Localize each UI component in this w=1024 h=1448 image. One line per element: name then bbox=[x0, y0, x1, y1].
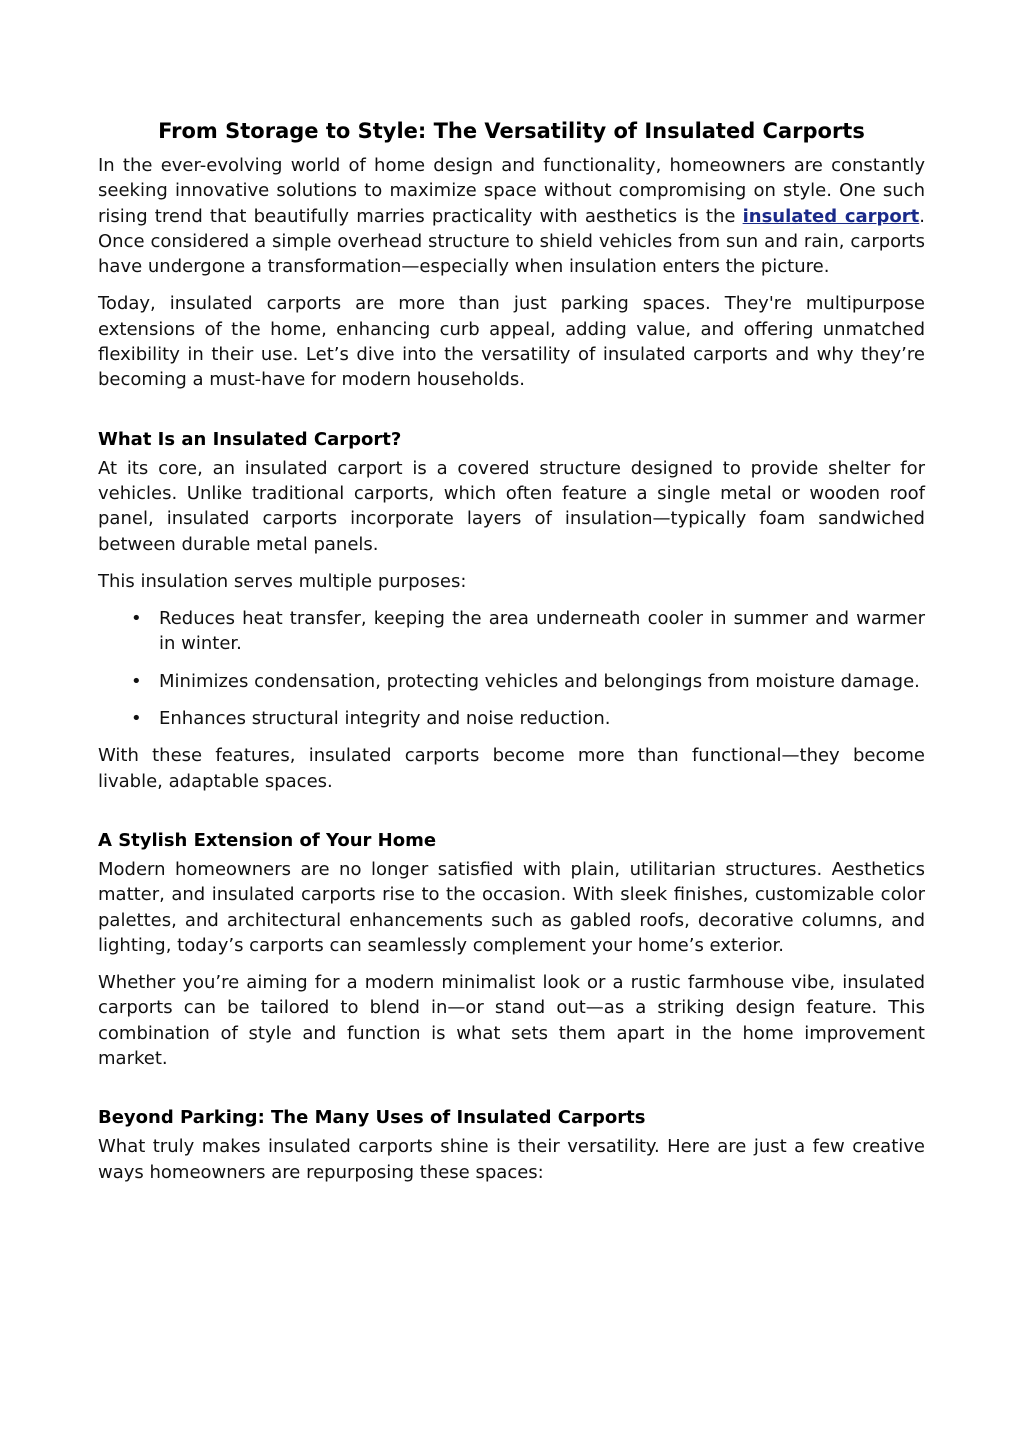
insulation-purposes-list bbox=[98, 606, 925, 731]
section-heading-beyond-parking: Beyond Parking: The Many Uses of Insulated Carports bbox=[98, 1107, 646, 1129]
section3-paragraph-1: What truly makes insulated carports shine is their versatility. Here are just a few creative ways homeowners are repurposing these spaces: bbox=[98, 1136, 925, 1183]
section-heading-what-is: What Is an Insulated Carport? bbox=[98, 428, 402, 450]
insulated-carport-link[interactable]: insulated carport bbox=[742, 205, 920, 227]
bullet-icon: • bbox=[131, 670, 142, 692]
list-item-text: Minimizes condensation, protecting vehicles and belongings from moisture damage. bbox=[159, 670, 920, 692]
section-heading-stylish-extension: A Stylish Extension of Your Home bbox=[98, 829, 437, 851]
page-title: From Storage to Style: The Versatility of Insulated Carports bbox=[158, 119, 865, 143]
document-page bbox=[98, 118, 925, 1197]
section2-paragraph-2: Whether you’re aiming for a modern minimalist look or a rustic farmhouse vibe, insulated carports can be tailored to blend in—or stand out—as a striking design feature. This combination of style and function is what sets them apart in the home improvement market. bbox=[98, 972, 925, 1070]
list-item-text: Reduces heat transfer, keeping the area underneath cooler in summer and warmer in winter. bbox=[159, 608, 925, 655]
list-item bbox=[98, 669, 925, 694]
intro-paragraph-1 bbox=[98, 153, 925, 279]
section1-paragraph-2: This insulation serves multiple purposes: bbox=[98, 570, 467, 592]
bullet-icon: • bbox=[131, 608, 142, 630]
intro-text-before-link: In the ever-evolving world of home design and functionality, homeowners are constantly seeking innovative solutions to maximize space without compromising on style. One such rising trend that beautifully marries practicality with aesthetics is the bbox=[98, 155, 925, 227]
list-item bbox=[98, 606, 925, 657]
section1-paragraph-3: With these features, insulated carports become more than functional—they become livable, adaptable spaces. bbox=[98, 745, 925, 792]
list-item bbox=[98, 706, 925, 731]
bullet-icon: • bbox=[131, 708, 142, 730]
list-item-text: Enhances structural integrity and noise reduction. bbox=[159, 708, 611, 730]
section1-paragraph-1: At its core, an insulated carport is a covered structure designed to provide shelter for vehicles. Unlike traditional carports, which often feature a single metal or wooden roof panel, insulated carports incorporate layers of insulation—typically foam sandwiched between durable metal panels. bbox=[98, 457, 925, 555]
section2-paragraph-1: Modern homeowners are no longer satisfied with plain, utilitarian structures. Aesthetics matter, and insulated carports rise to the occasion. With sleek finishes, customizable color palettes, and architectural enhancements such as gabled roofs, decorative columns, and lighting, today’s carports can seamlessly complement your home’s exterior. bbox=[98, 858, 925, 956]
intro-paragraph-2: Today, insulated carports are more than just parking spaces. They're multipurpose extensions of the home, enhancing curb appeal, adding value, and offering unmatched flexibility in their use. Let’s dive into the versatility of insulated carports and why they’re becoming a must-have for modern households. bbox=[98, 293, 925, 391]
intro-text-after-link: . Once considered a simple overhead structure to shield vehicles from sun and rain, carports have undergone a transformation—especially when insulation enters the picture. bbox=[98, 205, 926, 278]
